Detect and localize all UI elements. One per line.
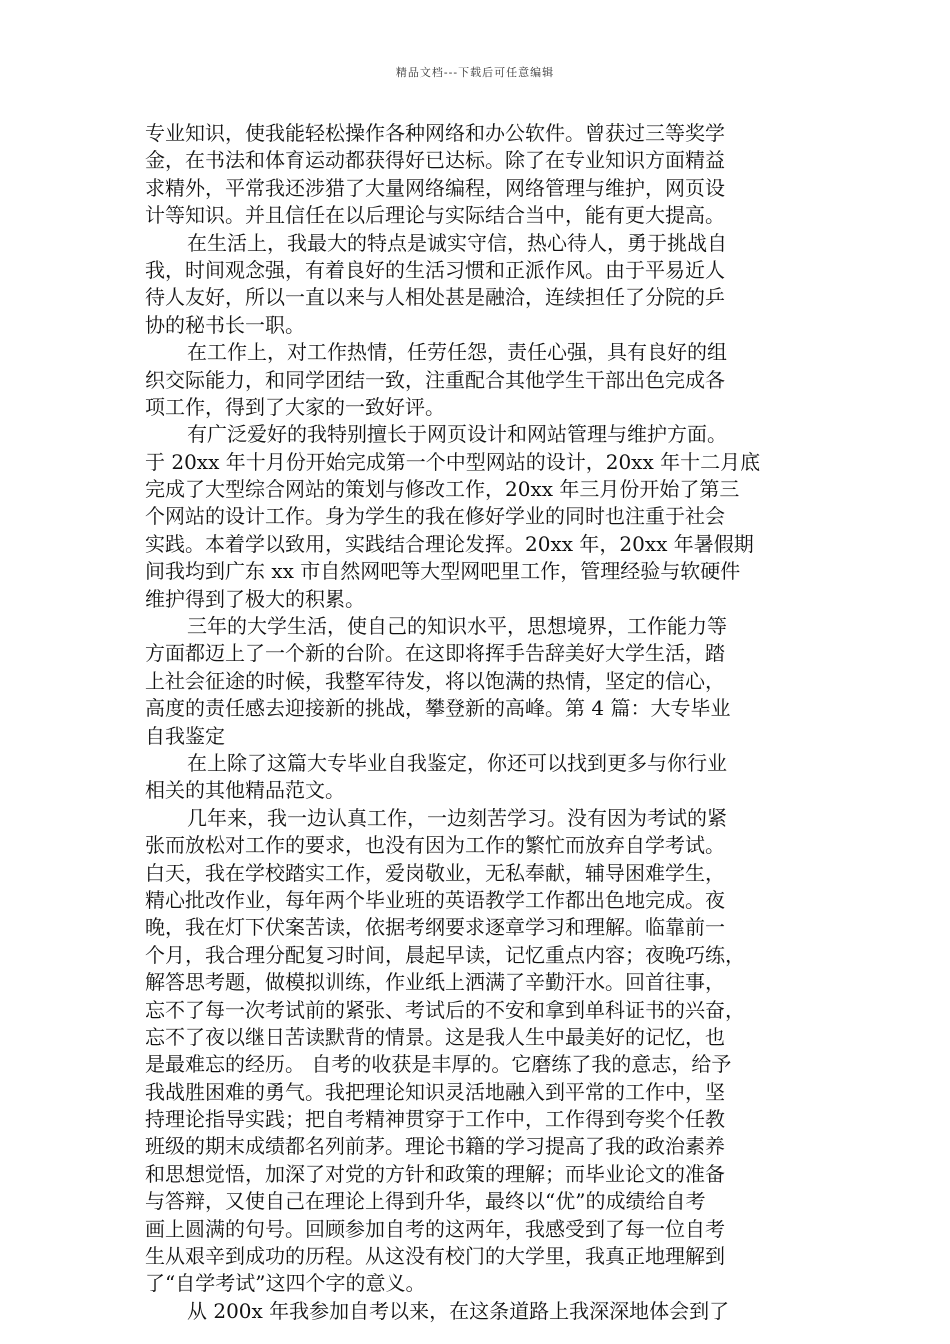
text-line: 精心批改作业，每年两个毕业班的英语教学工作都出色地完成。夜 bbox=[145, 887, 725, 912]
text-line: 织交际能力，和同学团结一致，注重配合其他学生干部出色完成各 bbox=[145, 367, 725, 392]
text-line: 了“自学考试”这四个字的意义。 bbox=[145, 1271, 426, 1296]
text-line: 解答思考题，做模拟训练，作业纸上洒满了辛勤汗水。回首往事， bbox=[145, 970, 725, 995]
text-line: 协的秘书长一职。 bbox=[145, 312, 305, 337]
text-line: 间我均到广东 xx 市自然网吧等大型网吧里工作，管理经验与软硬件 bbox=[145, 559, 741, 584]
text-line: 班级的期末成绩都名列前茅。理论书籍的学习提高了我的政治素养 bbox=[145, 1134, 725, 1159]
text-line: 计等知识。并且信任在以后理论与实际结合当中，能有更大提高。 bbox=[145, 203, 725, 228]
text-line: 个网站的设计工作。身为学生的我在修好学业的同时也注重于社会 bbox=[145, 504, 725, 529]
text-line: 金，在书法和体育运动都获得好已达标。除了在专业知识方面精益 bbox=[145, 148, 725, 173]
text-line: 上社会征途的时候，我整军待发，将以饱满的热情，坚定的信心， bbox=[145, 668, 725, 693]
text-line: 我，时间观念强，有着良好的生活习惯和正派作风。由于平易近人 bbox=[145, 257, 725, 282]
text-line: 晚，我在灯下伏案苦读，依据考纲要求逐章学习和理解。临靠前一 bbox=[145, 915, 725, 940]
text-line: 张而放松对工作的要求，也没有因为工作的繁忙而放弃自学考试。 bbox=[145, 833, 725, 858]
text-line: 在生活上，我最大的特点是诚实守信，热心待人，勇于挑战自 bbox=[187, 230, 727, 255]
text-line: 方面都迈上了一个新的台阶。在这即将挥手告辞美好大学生活，踏 bbox=[145, 641, 725, 666]
document-body bbox=[145, 120, 813, 1325]
text-line: 于 20xx 年十月份开始完成第一个中型网站的设计，20xx 年十二月底 bbox=[145, 449, 761, 474]
text-line: 生从艰辛到成功的历程。从这没有校门的大学里，我真正地理解到 bbox=[145, 1244, 725, 1269]
text-line: 项工作，得到了大家的一致好评。 bbox=[145, 394, 445, 419]
text-line: 从 200x 年我参加自考以来，在这条道路上我深深地体会到了 bbox=[187, 1298, 730, 1323]
text-line: 几年来，我一边认真工作，一边刻苦学习。没有因为考试的紧 bbox=[187, 805, 727, 830]
page-header: 精品文档---下载后可任意编辑 bbox=[395, 66, 555, 79]
text-line: 完成了大型综合网站的策划与修改工作，20xx 年三月份开始了第三 bbox=[145, 477, 740, 502]
text-line: 三年的大学生活，使自己的知识水平，思想境界，工作能力等 bbox=[187, 614, 727, 639]
text-line: 待人友好，所以一直以来与人相处甚是融洽，连续担任了分院的乒 bbox=[145, 285, 725, 310]
text-line: 个月，我合理分配复习时间，晨起早读，记忆重点内容；夜晚巧练， bbox=[145, 942, 745, 967]
text-line: 实践。本着学以致用，实践结合理论发挥。20xx 年，20xx 年暑假期 bbox=[145, 531, 754, 556]
text-line: 求精外，平常我还涉猎了大量网络编程，网络管理与维护，网页设 bbox=[145, 175, 725, 200]
text-line: 有广泛爱好的我特别擅长于网页设计和网站管理与维护方面。 bbox=[187, 422, 727, 447]
text-line: 相关的其他精品范文。 bbox=[145, 778, 345, 803]
text-line: 是最难忘的经历。 自考的收获是丰厚的。它磨练了我的意志，给予 bbox=[145, 1052, 732, 1077]
text-line: 在上除了这篇大专毕业自我鉴定，你还可以找到更多与你行业 bbox=[187, 750, 727, 775]
text-line: 持理论指导实践；把自考精神贯穿于工作中，工作得到夸奖个任教 bbox=[145, 1107, 725, 1132]
text-line: 白天，我在学校踏实工作，爱岗敬业，无私奉献，辅导困难学生， bbox=[145, 860, 725, 885]
text-line: 我战胜困难的勇气。我把理论知识灵活地融入到平常的工作中，坚 bbox=[145, 1079, 725, 1104]
text-line: 与答辩，又使自己在理论上得到升华，最终以“优”的成绩给自考 bbox=[145, 1189, 706, 1214]
text-line: 画上圆满的句号。回顾参加自考的这两年，我感受到了每一位自考 bbox=[145, 1216, 725, 1241]
text-line: 和思想觉悟，加深了对党的方针和政策的理解；而毕业论文的准备 bbox=[145, 1161, 725, 1186]
text-line: 忘不了每一次考试前的紧张、考试后的不安和拿到单科证书的兴奋， bbox=[145, 997, 745, 1022]
text-line: 专业知识，使我能轻松操作各种网络和办公软件。曾获过三等奖学 bbox=[145, 121, 725, 145]
text-line: 高度的责任感去迎接新的挑战，攀登新的高峰。第 4 篇：大专毕业 bbox=[145, 696, 731, 721]
text-line: 维护得到了极大的积累。 bbox=[145, 586, 365, 611]
text-line: 在工作上，对工作热情，任劳任怨，责任心强，具有良好的组 bbox=[187, 340, 727, 365]
text-line: 忘不了夜以继日苦读默背的情景。这是我人生中最美好的记忆，也 bbox=[145, 1024, 725, 1049]
text-line: 自我鉴定 bbox=[145, 723, 225, 748]
